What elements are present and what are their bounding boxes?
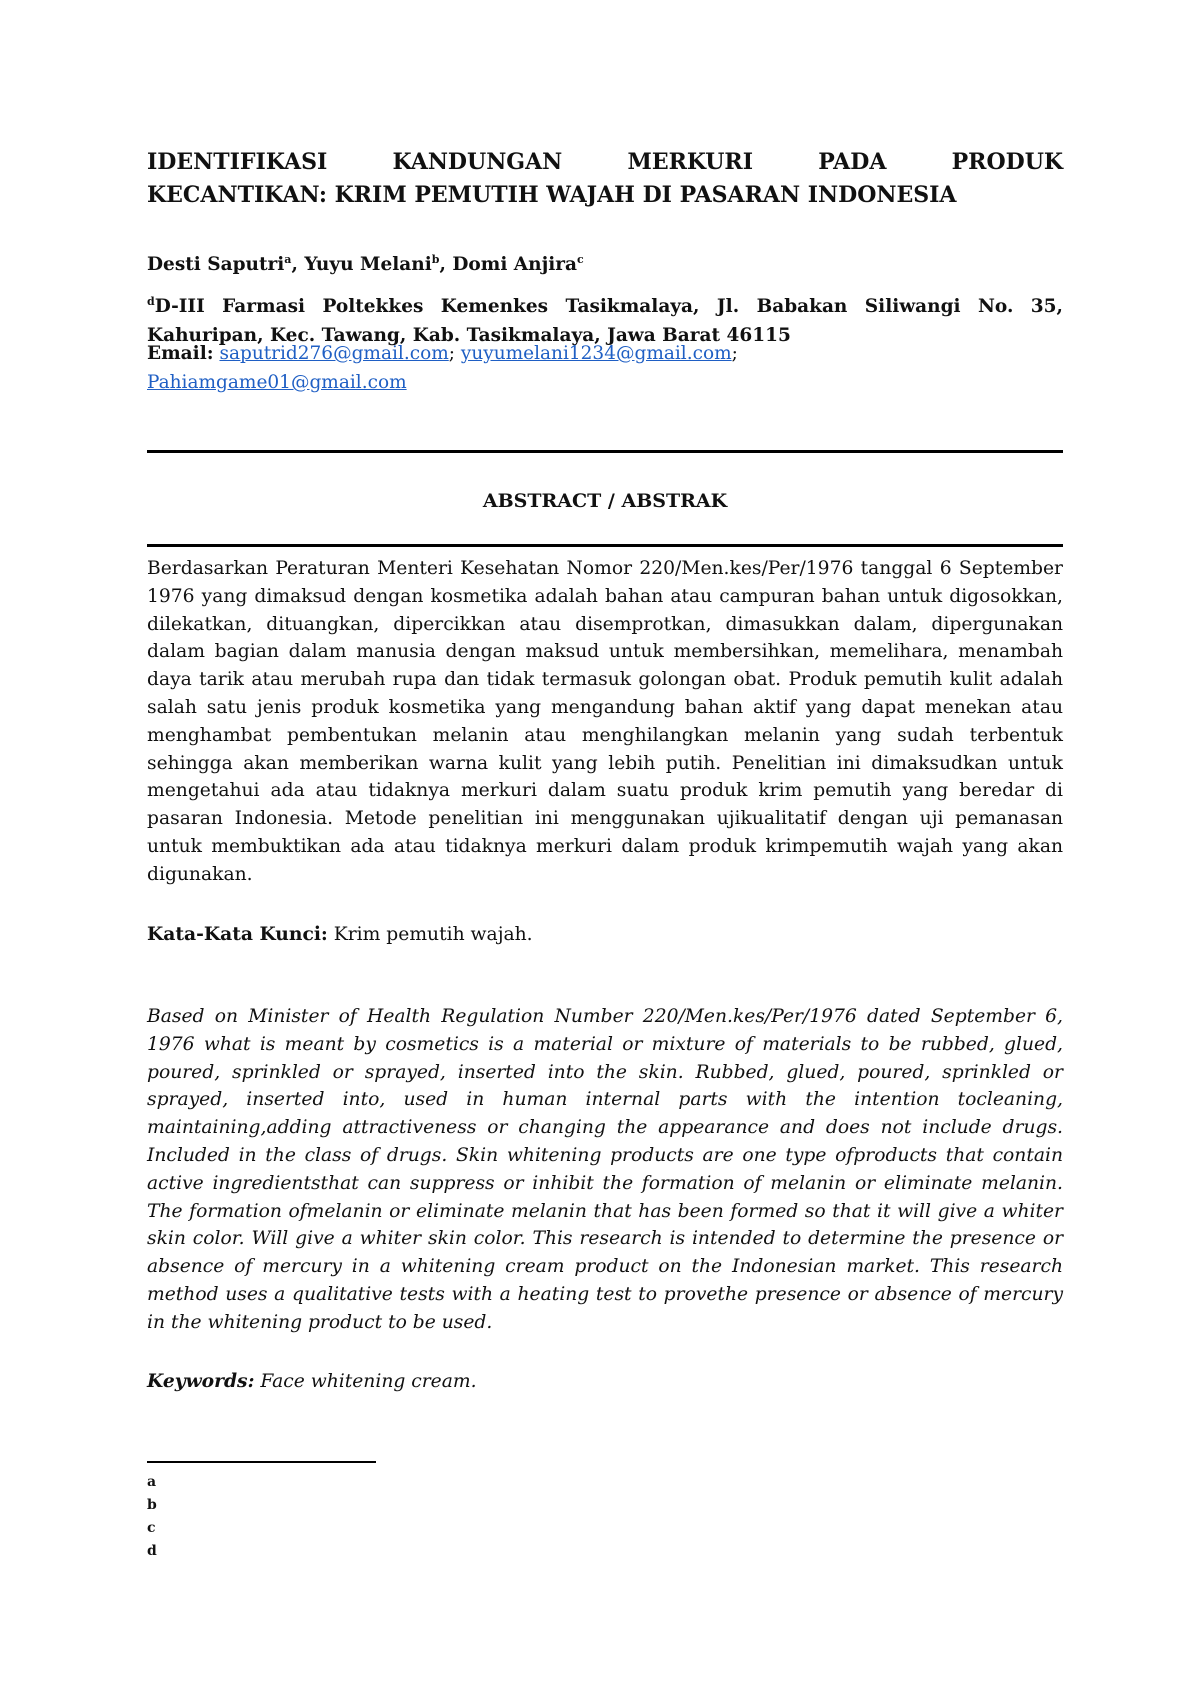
email-link[interactable]: saputrid276@gmail.com [219,343,449,364]
email-link[interactable]: yuyumelani1234@gmail.com [460,343,732,364]
author-sup: a [284,253,292,266]
footnote-marker: c [147,1520,156,1536]
abstrak-paragraph: Berdasarkan Peraturan Menteri Kesehatan Nomor 220/Men.kes/Per/1976 tanggal 6 September 1976 yang dimaksud dengan kosmetika adalah bahan atau campuran bahan untuk digosokkan, dilekatkan, dituangkan, dipercikkan atau disemprotkan, dimasukkan dalam, dipergunakan dalam bagian dalam manusia dengan maksud untuk membersihkan, memelihara, menambah daya tarik atau merubah rupa dan tidak termasuk golongan obat. Produk pemutih kulit adalah salah satu jenis produk kosmetika yang mengandung bahan aktif yang dapat menekan atau menghambat pembentukan melanin atau menghilangkan melanin yang sudah terbentuk sehingga akan memberikan warna kulit yang lebih putih. Penelitian ini dimaksudkan untuk mengetahui ada atau tidaknya merkuri dalam suatu produk krim pemutih yang beredar di pasaran Indonesia. Metode penelitian ini menggunakan ujikualitatif dengan uji pemanasan untuk membuktikan ada atau tidaknya merkuri dalam produk krimpemutih wajah yang akan digunakan. [147,558,1063,885]
footnote-marker: a [147,1474,157,1490]
email-block: Email: saputrid276@gmail.com; yuyumelani1234@gmail.com; Pahiamgame01@gmail.com [147,343,738,393]
keywords-id-value: Krim pemutih wajah. [333,924,533,945]
author-sup: b [431,253,440,266]
footnote-rule [147,1461,376,1463]
abstract-en-paragraph: Based on Minister of Health Regulation Number 220/Men.kes/Per/1976 dated September 6, 1976 what is meant by cosmetics is a material or mixture of materials to be rubbed, glued, poured, sprinkled or sprayed, inserted into the skin. Rubbed, glued, poured, sprinkled or sprayed, inserted into, used in human internal parts with the intention tocleaning, maintaining,adding attractiveness or changing the appearance and does not include drugs. Included in the class of drugs. Skin whitening products are one type ofproducts that contain active ingredientsthat can suppress or inhibit the formation of melanin or eliminate melanin. The formation ofmelanin or eliminate melanin that has been formed so that it will give a whiter skin color. Will give a whiter skin color. This research is intended to determine the presence or absence of mercury in a whitening cream product on the Indonesian market. This research method uses a qualitative tests with a heating test to provethe presence or absence of mercury in the whitening product to be used. [147,1006,1063,1333]
affiliation-sup: d [147,295,155,308]
footnote-marker: b [147,1497,157,1513]
keywords-en [147,1370,477,1392]
keywords-id [147,923,533,945]
footnote-marker: d [147,1543,157,1559]
author-sup: c [577,253,584,266]
author-name: Desti Saputri [147,254,285,275]
email-link[interactable]: Pahiamgame01@gmail.com [147,372,407,393]
author-name: Domi Anjira [452,254,578,275]
email-label: Email: [147,343,214,364]
abstract-heading: ABSTRACT / ABSTRAK [482,490,728,512]
title-line-1: IDENTIFIKASI KANDUNGAN MERKURI PADA PRODUK [147,149,1063,175]
keywords-en-value: Face whitening cream. [260,1371,477,1392]
author-list: Desti Saputri$^a$, Yuyu Melani$^b$, Domi Anjira$^c$ [147,253,584,275]
divider [147,450,1063,453]
keywords-id-label: Kata-Kata Kunci: [147,923,328,945]
title-line-2: KECANTIKAN: KRIM PEMUTIH WAJAH DI PASARAN INDONESIA [147,182,957,208]
affiliation-line-2: Kahuripan, Kec. Tawang, Kab. Tasikmalaya, Jawa Barat 46115 [147,325,791,346]
keywords-en-label: Keywords: [147,1370,255,1392]
author-name: Yuyu Melani [304,254,432,275]
divider [147,544,1063,547]
paper-title [147,146,1063,212]
affiliation-line-1: D-III Farmasi Poltekkes Kemenkes Tasikmalaya, Jl. Babakan Siliwangi No. 35, [154,296,1063,317]
